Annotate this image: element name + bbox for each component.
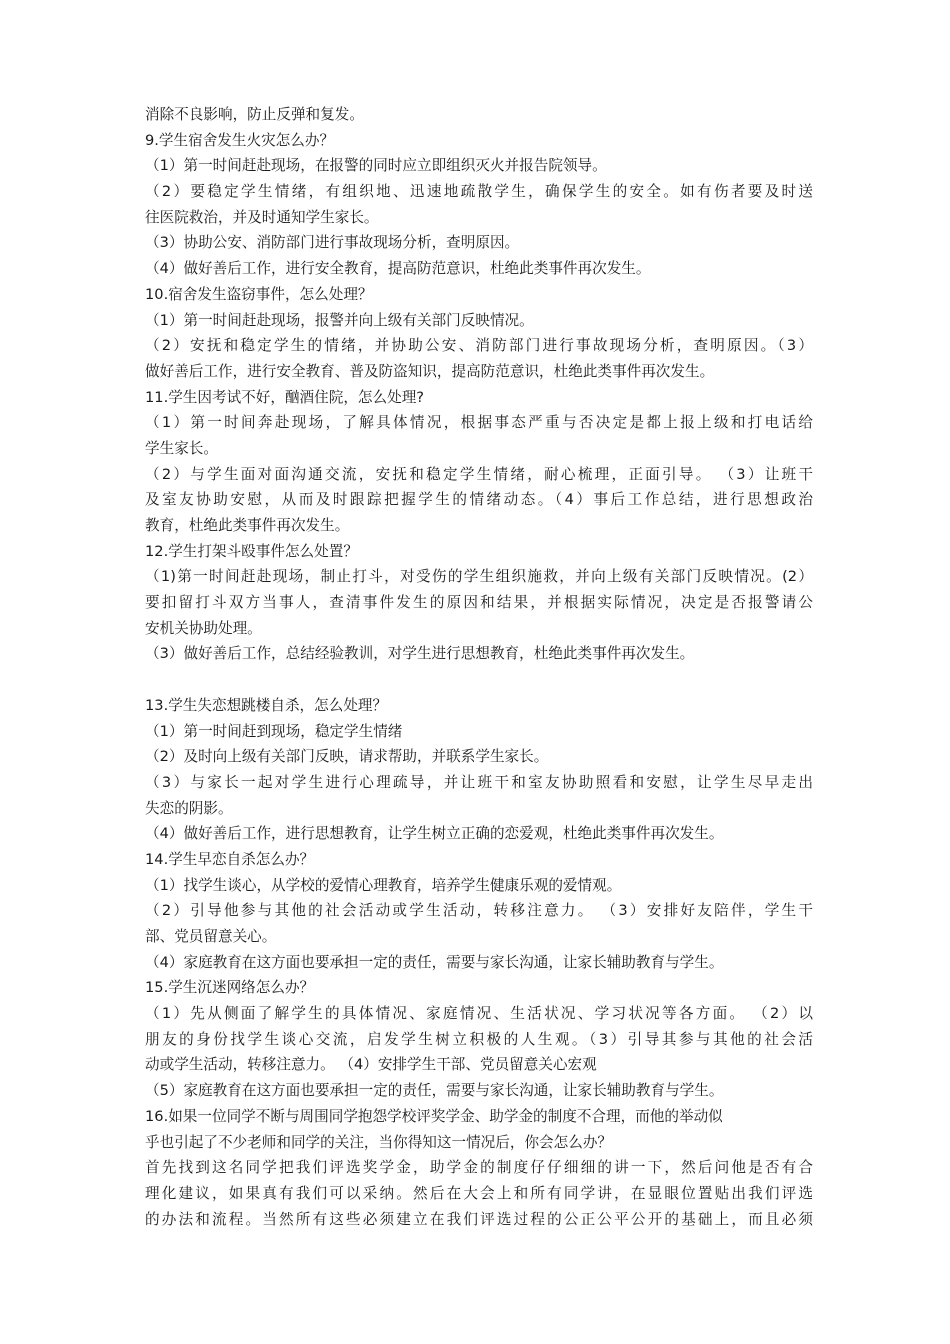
paragraph-line: （3）与家长一起对学生进行心理疏导，并让班干和室友协助照看和安慰，让学生尽早走出: [145, 773, 813, 791]
section-heading-line: 9.学生宿舍发生火灾怎么办？: [145, 131, 335, 149]
paragraph-line: 失恋的阴影。: [145, 799, 233, 817]
paragraph-line: （4）做好善后工作，进行思想教育，让学生树立正确的恋爱观，杜绝此类事件再次发生。: [145, 825, 724, 843]
paragraph-line: 做好善后工作，进行安全教育、普及防盗知识，提高防范意识，杜绝此类事件再次发生。: [145, 362, 715, 380]
paragraph-line: （4）做好善后工作，进行安全教育，提高防范意识，杜绝此类事件再次发生。: [145, 260, 651, 278]
paragraph-line: （2）与学生面对面沟通交流，安抚和稳定学生情绪，耐心梳理，正面引导。 （3）让班干: [145, 465, 813, 483]
paragraph-line: （2）安抚和稳定学生的情绪，并协助公安、消防部门进行事故现场分析，查明原因。（3）: [145, 337, 813, 355]
paragraph-line: （2）要稳定学生情绪，有组织地、迅速地疏散学生，确保学生的安全。如有伤者要及时送: [145, 183, 813, 201]
section-heading-line: 11.学生因考试不好，酗酒住院，怎么处理?: [145, 388, 425, 406]
paragraph-line: （5）家庭教育在这方面也要承担一定的责任，需要与家长沟通，让家长辅助教育与学生。: [145, 1082, 724, 1100]
paragraph-line: 首先找到这名同学把我们评选奖学金，助学金的制度仔仔细细的讲一下，然后问他是否有合: [145, 1159, 813, 1177]
blank-line: [145, 667, 813, 693]
section-heading-line: 14.学生早恋自杀怎么办？: [145, 850, 315, 868]
section-heading-line: 16.如果一位同学不断与周围同学抱怨学校评奖学金、助学金的制度不合理，而他的举动似: [145, 1107, 723, 1125]
document-page: [145, 102, 813, 1232]
paragraph-line: （2）引导他参与其他的社会活动或学生活动，转移注意力。 （3）安排好友陪伴，学生干: [145, 902, 813, 920]
paragraph-line: （1）找学生谈心，从学校的爱情心理教育，培养学生健康乐观的爱情观。: [145, 876, 622, 894]
paragraph-line: （2）及时向上级有关部门反映，请求帮助，并联系学生家长。: [145, 748, 549, 766]
paragraph-line: （4）家庭教育在这方面也要承担一定的责任，需要与家长沟通，让家长辅助教育与学生。: [145, 953, 724, 971]
paragraph-line: 理化建议，如果真有我们可以采纳。然后在大会上和所有同学讲，在显眼位置贴出我们评选: [145, 1184, 813, 1202]
paragraph-line: 安机关协助处理。: [145, 619, 262, 637]
section-heading-line: 乎也引起了不少老师和同学的关注，当你得知这一情况后，你会怎么办？: [145, 1133, 613, 1151]
paragraph-line: 的办法和流程。当然所有这些必须建立在我们评选过程的公正公平公开的基础上，而且必须: [145, 1210, 813, 1228]
paragraph-line: （1)第一时间赶赴现场，制止打斗，对受伤的学生组织施救，并向上级有关部门反映情况。(2）: [145, 568, 813, 586]
paragraph-line: 朋友的身份找学生谈心交流，启发学生树立积极的人生观。（3）引导其参与其他的社会活: [145, 1030, 813, 1048]
paragraph-line: 要扣留打斗双方当事人，查清事件发生的原因和结果，并根据实际情况，决定是否报警请公: [145, 594, 813, 612]
paragraph-line: （3）协助公安、消防部门进行事故现场分析，查明原因。: [145, 234, 520, 252]
paragraph-line: （1）先从侧面了解学生的具体情况、家庭情况、生活状况、学习状况等各方面。 （2）以: [145, 1005, 813, 1023]
paragraph-line: 动或学生活动，转移注意力。 （4）安排学生干部、党员留意关心宏观: [145, 1056, 597, 1074]
section-heading-line: 12.学生打架斗殴事件怎么处置？: [145, 542, 358, 560]
section-heading-line: 15.学生沉迷网络怎么办？: [145, 979, 315, 997]
section-heading-line: 10.宿舍发生盗窃事件，怎么处理？: [145, 285, 373, 303]
section-heading-line: 13.学生失恋想跳楼自杀，怎么处理？: [145, 696, 388, 714]
paragraph-line: 部、党员留意关心。: [145, 928, 277, 945]
paragraph-line: 及室友协助安慰，从而及时跟踪把握学生的情绪动态。（4）事后工作总结，进行思想政治: [145, 491, 813, 509]
paragraph-line: （1）第一时间赶到现场，稳定学生情绪: [145, 722, 403, 740]
paragraph-line: （1）第一时间奔赴现场，了解具体情况，根据事态严重与否决定是都上报上级和打电话给: [145, 414, 813, 432]
paragraph-line: 往医院救治，并及时通知学生家长。: [145, 208, 379, 226]
paragraph-line: 教育，杜绝此类事件再次发生。: [145, 517, 350, 534]
paragraph-line: 学生家长。: [145, 439, 218, 457]
paragraph-line: 消除不良影响，防止反弹和复发。: [145, 106, 364, 123]
paragraph-line: （1）第一时间赶赴现场，在报警的同时应立即组织灭火并报告院领导。: [145, 157, 607, 175]
paragraph-line: （1）第一时间赶赴现场，报警并向上级有关部门反映情况。: [145, 311, 534, 329]
paragraph-line: （3）做好善后工作，总结经验教训，对学生进行思想教育，杜绝此类事件再次发生。: [145, 645, 695, 663]
